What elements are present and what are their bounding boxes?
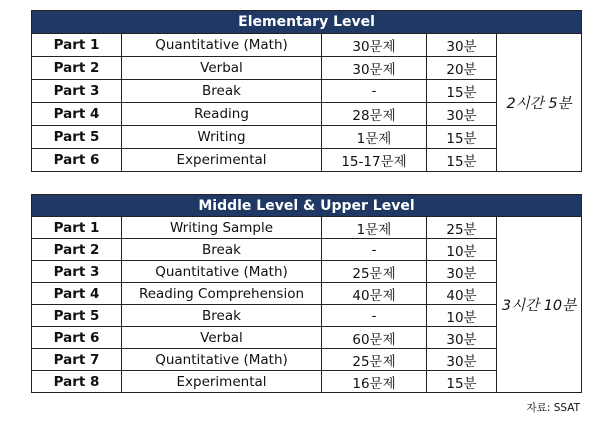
part-cell: Part 1 bbox=[32, 34, 122, 57]
part-cell: Part 3 bbox=[32, 261, 122, 283]
questions-cell: 15-17문제 bbox=[322, 149, 427, 172]
time-cell: 15분 bbox=[427, 126, 497, 149]
section-cell: Writing bbox=[122, 126, 322, 149]
time-cell: 15분 bbox=[427, 149, 497, 172]
part-cell: Part 4 bbox=[32, 283, 122, 305]
questions-cell: 28문제 bbox=[322, 103, 427, 126]
part-cell: Part 2 bbox=[32, 239, 122, 261]
middle-upper-level-title: Middle Level & Upper Level bbox=[32, 195, 582, 217]
part-cell: Part 3 bbox=[32, 80, 122, 103]
time-cell: 30분 bbox=[427, 327, 497, 349]
time-cell: 25분 bbox=[427, 217, 497, 239]
questions-cell: 16문제 bbox=[322, 371, 427, 393]
total-time-cell: 2시간 5분 bbox=[497, 34, 582, 172]
questions-cell: 40문제 bbox=[322, 283, 427, 305]
middle-upper-level-table bbox=[31, 194, 582, 393]
section-cell: Quantitative (Math) bbox=[122, 349, 322, 371]
part-cell: Part 5 bbox=[32, 305, 122, 327]
questions-cell: - bbox=[322, 80, 427, 103]
section-cell: Experimental bbox=[122, 149, 322, 172]
questions-cell: 30문제 bbox=[322, 57, 427, 80]
questions-cell: 1문제 bbox=[322, 217, 427, 239]
section-cell: Reading Comprehension bbox=[122, 283, 322, 305]
source-note: 자료: SSAT bbox=[526, 402, 580, 414]
elementary-level-table bbox=[31, 10, 582, 172]
time-cell: 40분 bbox=[427, 283, 497, 305]
section-cell: Quantitative (Math) bbox=[122, 34, 322, 57]
section-cell: Break bbox=[122, 305, 322, 327]
time-cell: 15분 bbox=[427, 371, 497, 393]
table-row bbox=[32, 217, 582, 239]
questions-cell: - bbox=[322, 305, 427, 327]
part-cell: Part 1 bbox=[32, 217, 122, 239]
questions-cell: 25문제 bbox=[322, 261, 427, 283]
table-row bbox=[32, 34, 582, 57]
time-cell: 10분 bbox=[427, 239, 497, 261]
questions-cell: 25문제 bbox=[322, 349, 427, 371]
time-cell: 20분 bbox=[427, 57, 497, 80]
part-cell: Part 7 bbox=[32, 349, 122, 371]
time-cell: 30분 bbox=[427, 103, 497, 126]
section-cell: Verbal bbox=[122, 327, 322, 349]
section-cell: Experimental bbox=[122, 371, 322, 393]
part-cell: Part 5 bbox=[32, 126, 122, 149]
section-cell: Writing Sample bbox=[122, 217, 322, 239]
part-cell: Part 8 bbox=[32, 371, 122, 393]
part-cell: Part 6 bbox=[32, 149, 122, 172]
part-cell: Part 4 bbox=[32, 103, 122, 126]
total-time-cell: 3시간 10분 bbox=[497, 217, 582, 393]
part-cell: Part 6 bbox=[32, 327, 122, 349]
elementary-level-title: Elementary Level bbox=[32, 11, 582, 34]
time-cell: 30분 bbox=[427, 34, 497, 57]
time-cell: 30분 bbox=[427, 349, 497, 371]
section-cell: Reading bbox=[122, 103, 322, 126]
time-cell: 30분 bbox=[427, 261, 497, 283]
section-cell: Quantitative (Math) bbox=[122, 261, 322, 283]
questions-cell: 1문제 bbox=[322, 126, 427, 149]
questions-cell: 60문제 bbox=[322, 327, 427, 349]
time-cell: 10분 bbox=[427, 305, 497, 327]
section-cell: Break bbox=[122, 80, 322, 103]
part-cell: Part 2 bbox=[32, 57, 122, 80]
section-cell: Break bbox=[122, 239, 322, 261]
questions-cell: - bbox=[322, 239, 427, 261]
questions-cell: 30문제 bbox=[322, 34, 427, 57]
time-cell: 15분 bbox=[427, 80, 497, 103]
section-cell: Verbal bbox=[122, 57, 322, 80]
